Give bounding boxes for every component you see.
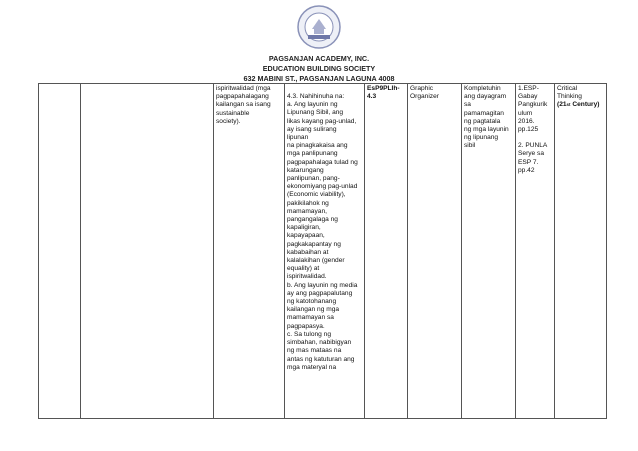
cell-text-line: ESP 7. xyxy=(518,158,539,166)
cell-text-line: pagkakapantay ng xyxy=(287,240,341,248)
cell-skills xyxy=(555,84,607,419)
cell-text-line: kailangan sa isang xyxy=(216,101,271,109)
cell-text-line: pakikilahok ng xyxy=(287,199,329,207)
cell-text-line: ang dayagram xyxy=(464,93,507,101)
cell-text-line: mga materyal na xyxy=(287,363,337,371)
cell-text-line: kapaligiran, xyxy=(287,224,321,232)
cell-text-line: panlipunan, pang- xyxy=(287,175,340,183)
cell-text-line: na pinagkakaisa ang xyxy=(287,142,348,150)
cell-text-line: 2. PUNLA xyxy=(518,142,548,150)
cell-text-line: ekonomiyang pag-unlad xyxy=(287,183,358,191)
cell-text-line: pagpapasya. xyxy=(287,322,325,330)
cell-text-line: society). xyxy=(216,117,241,125)
cell-task xyxy=(462,84,516,419)
cell-text-line: ng pagtatala xyxy=(464,117,501,125)
cell-text-line: pamamagitan xyxy=(464,109,504,117)
cell-activity xyxy=(408,84,462,419)
cell-code xyxy=(365,84,408,419)
cell-text-line: Gabay xyxy=(518,93,538,101)
cell-text-line: mga panlipunang xyxy=(287,150,338,158)
cell-text-line: ng mas mataas na xyxy=(287,347,342,355)
cell-references xyxy=(516,84,555,419)
cell-text-line: pagpapahalagang xyxy=(216,93,269,101)
cell-empty-1 xyxy=(39,84,81,419)
cell-text-line: ulum xyxy=(518,109,533,117)
cell-text-line: c. Sa tulong ng xyxy=(287,330,331,338)
cell-text-line: kapayapaan, xyxy=(287,232,325,240)
cell-text-line: sa xyxy=(464,101,471,109)
cell-text-line: ng katotohanang xyxy=(287,298,337,306)
cell-text-line: pp.125 xyxy=(518,126,539,134)
cell-text-line: b. Ang layunin ng media xyxy=(287,281,358,289)
cell-text-line: sibil xyxy=(464,142,476,150)
table-row xyxy=(39,84,607,419)
cell-text-line: ng lipunang xyxy=(464,134,499,142)
school-address: 632 MABINI ST., PAGSANJAN LAGUNA 4008 xyxy=(243,74,395,83)
cell-text-line: lipunan xyxy=(287,134,309,142)
school-name: PAGSANJAN ACADEMY, INC. xyxy=(268,54,370,63)
lesson-plan-table xyxy=(38,83,607,419)
cell-text-line: ay isang sulirang xyxy=(287,125,337,133)
cell-text-line: Graphic xyxy=(410,85,434,92)
cell-text-line: equality) at xyxy=(287,265,320,273)
cell-text-line: kababaihan at xyxy=(287,248,329,256)
cell-text-line: likas kayang pag-unlad, xyxy=(287,117,357,125)
cell-text-line: ay ang pagpapalutang xyxy=(287,289,353,297)
cell-text-line: mamamayan, xyxy=(287,207,327,215)
cell-text-line: pangangalaga ng xyxy=(287,216,338,224)
cell-text-line: ispiritwalidad (mga xyxy=(216,85,271,92)
cell-text-line: (Economic viability), xyxy=(287,191,346,199)
cell-text-line: Pangkurik xyxy=(518,101,548,109)
cell-text-line: pp.42 xyxy=(518,166,535,174)
cell-text-line: katarungang xyxy=(287,166,324,174)
cell-text-line: mamamayan sa xyxy=(287,314,334,322)
cell-text-line: ispiritwalidad. xyxy=(287,273,327,281)
cell-text-line: Lipunang Sibil, ang xyxy=(287,109,344,117)
cell-text-line: antas ng katuturan ang xyxy=(287,355,355,363)
cell-text-line: 4.3. Nahihinuha na: xyxy=(287,93,345,100)
cell-text-line: EsP9PLIh- xyxy=(367,85,400,92)
cell-text-line: Critical xyxy=(557,85,578,92)
cell-text-line: ng mga layunin xyxy=(464,126,509,134)
cell-text-line: Serye sa xyxy=(518,150,545,158)
cell-text-line: sustainable xyxy=(216,109,250,117)
cell-text-line: simbahan, nabibigyan xyxy=(287,339,352,347)
cell-text-line: kailangan ng mga xyxy=(287,306,340,314)
cell-competency xyxy=(285,84,365,419)
cell-text-line: 4.3 xyxy=(367,93,377,101)
cell-text-line: Organizer xyxy=(410,93,439,101)
cell-text-line: pagpapahalaga tulad ng xyxy=(287,158,358,166)
cell-text-line: a. Ang layunin ng xyxy=(287,101,338,109)
cell-empty-2 xyxy=(81,84,214,419)
cell-text-line: 1.ESP- xyxy=(518,85,539,92)
society-name: EDUCATION BUILDING SOCIETY xyxy=(262,64,376,73)
cell-text-line: Kompletuhin xyxy=(464,85,501,92)
cell-values xyxy=(214,84,285,419)
cell-text-line: Thinking xyxy=(557,93,582,101)
school-seal-icon xyxy=(296,4,342,50)
century-label: (21st Century) xyxy=(557,101,600,109)
cell-text-line: 2016. xyxy=(518,117,535,125)
cell-text-line: kalalakihan (gender xyxy=(287,257,345,265)
